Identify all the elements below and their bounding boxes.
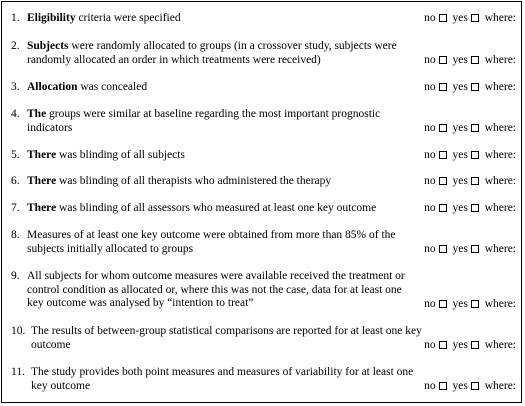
item-number: 10. [11,325,26,337]
item-text [27,175,412,189]
no-checkbox[interactable] [439,56,447,64]
yes-label: yes [452,175,468,187]
no-label: no [424,54,436,66]
answer-group [424,202,516,216]
criterion-item-5 [11,149,516,163]
yes-label: yes [452,122,468,134]
yes-label: yes [452,243,468,255]
no-label: no [424,339,436,351]
where-label: where: [484,12,516,24]
answer-group [424,175,516,189]
where-label: where: [484,298,516,310]
item-number: 3. [11,81,20,93]
where-label: where: [484,175,516,187]
item-number: 6. [11,175,20,187]
item-rest: was blinding of all subjects [56,149,185,161]
item-rest: The results of between-group statistical comparisons are reported for at least one key outcome [31,325,422,351]
item-text [27,229,412,256]
item-text [31,325,431,352]
no-label: no [424,380,436,392]
no-label: no [424,122,436,134]
item-bold-lead: Allocation [27,81,78,93]
no-label: no [424,243,436,255]
criterion-item-4 [11,108,516,136]
yes-label: yes [452,380,468,392]
item-rest: criteria were specified [75,12,181,24]
where-label: where: [484,380,516,392]
yes-checkbox[interactable] [471,151,479,159]
item-rest: groups were similar at baseline regarding the most important prognostic indicators [27,108,381,134]
item-rest: Measures of at least one key outcome were obtained from more than 85% of the subjects initially allocated to groups [27,229,396,255]
yes-checkbox[interactable] [471,245,479,253]
no-checkbox[interactable] [439,341,447,349]
yes-checkbox[interactable] [471,14,479,22]
criterion-item-8 [11,229,516,257]
item-rest: was blinding of all assessors who measured at least one key outcome [56,202,377,214]
item-bold-lead: Subjects [27,40,69,52]
item-rest: All subjects for whom outcome measures were available received the treatment or control condition as allocated or, where this was not the case, data for at least one key outcome was analysed by “intention to treat” [27,270,405,309]
item-rest: was blinding of all therapists who administered the therapy [56,175,332,187]
yes-checkbox[interactable] [471,300,479,308]
item-bold-lead: There [27,202,57,214]
yes-checkbox[interactable] [471,56,479,64]
where-label: where: [484,122,516,134]
no-checkbox[interactable] [439,14,447,22]
item-text [27,270,412,311]
item-text [27,81,412,95]
criterion-item-9 [11,270,516,312]
criterion-item-2 [11,40,516,68]
no-label: no [424,175,436,187]
yes-checkbox[interactable] [471,204,479,212]
criterion-item-1 [11,12,516,26]
where-label: where: [484,149,516,161]
answer-group [424,12,516,26]
no-label: no [424,12,436,24]
yes-checkbox[interactable] [471,382,479,390]
no-checkbox[interactable] [439,124,447,132]
item-number: 9. [11,270,20,282]
yes-checkbox[interactable] [471,341,479,349]
no-checkbox[interactable] [439,300,447,308]
yes-label: yes [452,12,468,24]
item-number: 7. [11,202,20,214]
answer-group [424,81,516,95]
item-number: 2. [11,40,20,52]
answer-group [424,243,516,257]
answer-group [424,339,516,353]
item-bold-lead: There [27,175,57,187]
yes-label: yes [452,149,468,161]
item-bold-lead: The [27,108,47,120]
no-label: no [424,81,436,93]
item-text [27,12,412,26]
answer-group [424,380,516,394]
no-checkbox[interactable] [439,177,447,185]
where-label: where: [484,339,516,351]
item-text [31,366,431,393]
no-checkbox[interactable] [439,83,447,91]
where-label: where: [484,243,516,255]
item-bold-lead: Eligibility [27,12,76,24]
answer-group [424,122,516,136]
answer-group [424,54,516,68]
item-rest: The study provides both point measures and measures of variability for at least one key outcome [31,366,414,392]
criterion-item-7 [11,202,516,216]
criterion-item-6 [11,175,516,189]
item-rest: were randomly allocated to groups (in a crossover study, subjects were randomly allocated an order in which treatments were received) [27,40,397,66]
no-checkbox[interactable] [439,382,447,390]
criterion-item-10 [11,325,516,353]
no-label: no [424,298,436,310]
item-rest: was concealed [77,81,148,93]
yes-checkbox[interactable] [471,177,479,185]
yes-label: yes [452,81,468,93]
yes-label: yes [452,339,468,351]
no-checkbox[interactable] [439,245,447,253]
item-number: 1. [11,12,20,24]
checklist-frame [1,1,522,403]
item-text [27,149,412,163]
where-label: where: [484,202,516,214]
no-checkbox[interactable] [439,151,447,159]
item-number: 5. [11,149,20,161]
criterion-item-11 [11,366,516,394]
no-label: no [424,149,436,161]
no-label: no [424,202,436,214]
where-label: where: [484,81,516,93]
answer-group [424,298,516,312]
item-text [27,108,412,135]
yes-label: yes [452,298,468,310]
yes-checkbox[interactable] [471,124,479,132]
yes-label: yes [452,202,468,214]
item-text [27,202,412,216]
criterion-item-3 [11,81,516,95]
item-number: 8. [11,229,20,241]
item-number: 4. [11,108,20,120]
no-checkbox[interactable] [439,204,447,212]
item-bold-lead: There [27,149,57,161]
yes-label: yes [452,54,468,66]
answer-group [424,149,516,163]
item-number: 11. [11,366,25,378]
yes-checkbox[interactable] [471,83,479,91]
where-label: where: [484,54,516,66]
item-text [27,40,412,67]
